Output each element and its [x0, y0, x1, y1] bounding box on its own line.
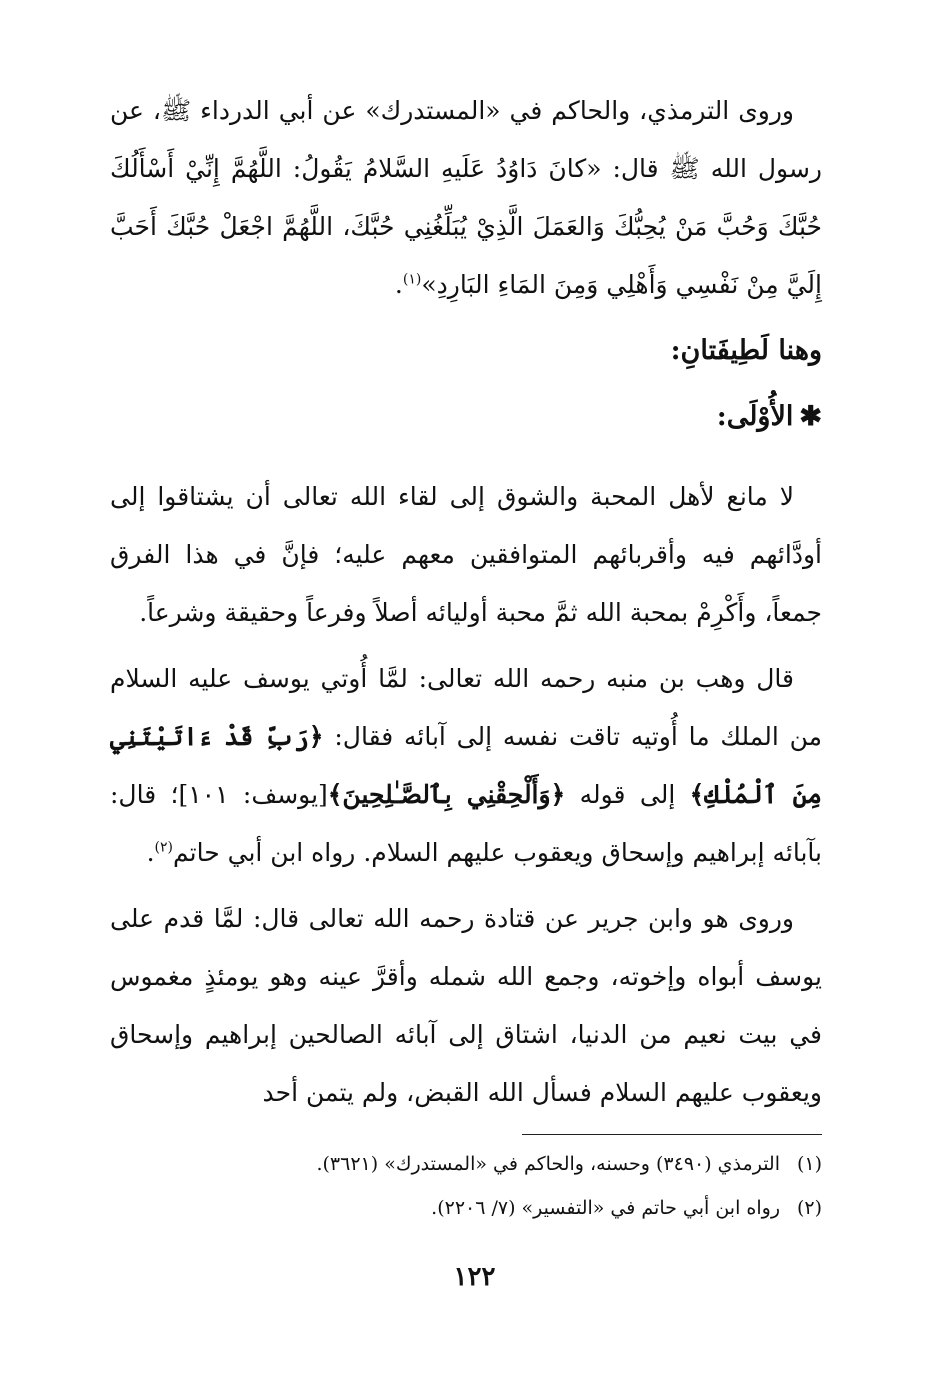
- quran-quote-1: ﴿رَبِّ قَدْ ءَاتَيْتَنِي مِنَ ٱلْمُلْكِ﴾: [110, 722, 822, 809]
- star-icon: ✱: [799, 401, 822, 432]
- hadith-end: .: [394, 270, 403, 299]
- footnote-ref-2[interactable]: (٢): [154, 839, 173, 856]
- subsection-heading-label: الأُوْلَى:: [716, 401, 794, 432]
- hadith-text: وروى الترمذي، والحاكم في «المستدرك» عن أبي الدرداء ﷺ، عن رسول الله ﷺ قال: «كانَ دَاوُدُ عَلَيهِ السَّلامُ يَقُولُ: اللَّهُمَّ إِنِّيْ أَسْأَلُكَ حُبَّكَ وَحُبَّ مَنْ يُحِبُّكَ وَالعَمَلَ الَّذِيْ يُبَلِّغُنِي حُبَّكَ، اللَّهُمَّ اجْعَلْ حُبَّكَ أَحَبَّ إِلَيَّ مِنْ نَفْسِي وَأَهْلِي وَمِنَ المَاءِ البَارِدِ»: [110, 96, 822, 299]
- footnote-text: رواه ابن أبي حاتم في «التفسير» (٧/ ٢٢٠٦).: [431, 1197, 780, 1219]
- wahb-text-c: [يوسف: ١٠١]؛ قال: بآبائه إبراهيم وإسحاق ويعقوب عليهم السلام. رواه ابن أبي حاتم: [110, 780, 822, 867]
- wahb-text-a: قال وهب بن منبه رحمه الله تعالى: لمَّا أُوتي يوسف عليه السلام من الملك ما أُوتيه تاقت نفسه إلى آبائه فقال:: [110, 664, 822, 751]
- page-body: [110, 82, 822, 1130]
- subsection-heading: [110, 388, 822, 446]
- quran-quote-2: ﴿وَأَلْحِقْنِي بِٱلصَّـٰلِحِينَ﴾: [327, 780, 566, 809]
- footnote-divider: [522, 1134, 822, 1135]
- wahb-end: .: [146, 838, 155, 867]
- footnote-number: (٢): [796, 1197, 822, 1219]
- page-number: ١٢٢: [453, 1262, 496, 1292]
- paragraph-no-objection: لا مانع لأهل المحبة والشوق إلى لقاء الله تعالى أن يشتاقوا إلى أودَّائهم فيه وأقربائهم المتوافقين معهم عليه؛ فإنَّ في هذا الفرق جمعاً، وأَكْرِمْ بمحبة الله ثمَّ محبة أوليائه أصلاً وفرعاً وحقيقة وشرعاً.: [110, 482, 822, 627]
- paragraph-wahb: [110, 650, 822, 882]
- footnote-ref-1[interactable]: (١): [402, 271, 422, 288]
- footnote-number: (١): [796, 1153, 822, 1175]
- section-heading: وهنا لَطِيفَتانِ:: [670, 335, 822, 366]
- footnote-text: الترمذي (٣٤٩٠) وحسنه، والحاكم في «المستدرك» (٣٦٢١).: [316, 1153, 780, 1175]
- paragraph-qatada: وروى هو وابن جرير عن قتادة رحمه الله تعالى قال: لمَّا قدم على يوسف أبواه وإخوته، وجمع الله شمله وأقرَّ عينه وهو يومئذٍ مغموس في بيت نعيم من الدنيا، اشتاق إلى آبائه الصالحين إبراهيم وإسحاق ويعقوب عليهم السلام فسأل الله القبض، ولم يتمن أحد: [110, 904, 822, 1107]
- footnotes: [110, 1148, 822, 1236]
- footnote-item: [110, 1148, 822, 1180]
- paragraph-hadith: [110, 82, 822, 314]
- footnote-item: [110, 1192, 822, 1224]
- wahb-text-b: إلى قوله: [579, 780, 676, 809]
